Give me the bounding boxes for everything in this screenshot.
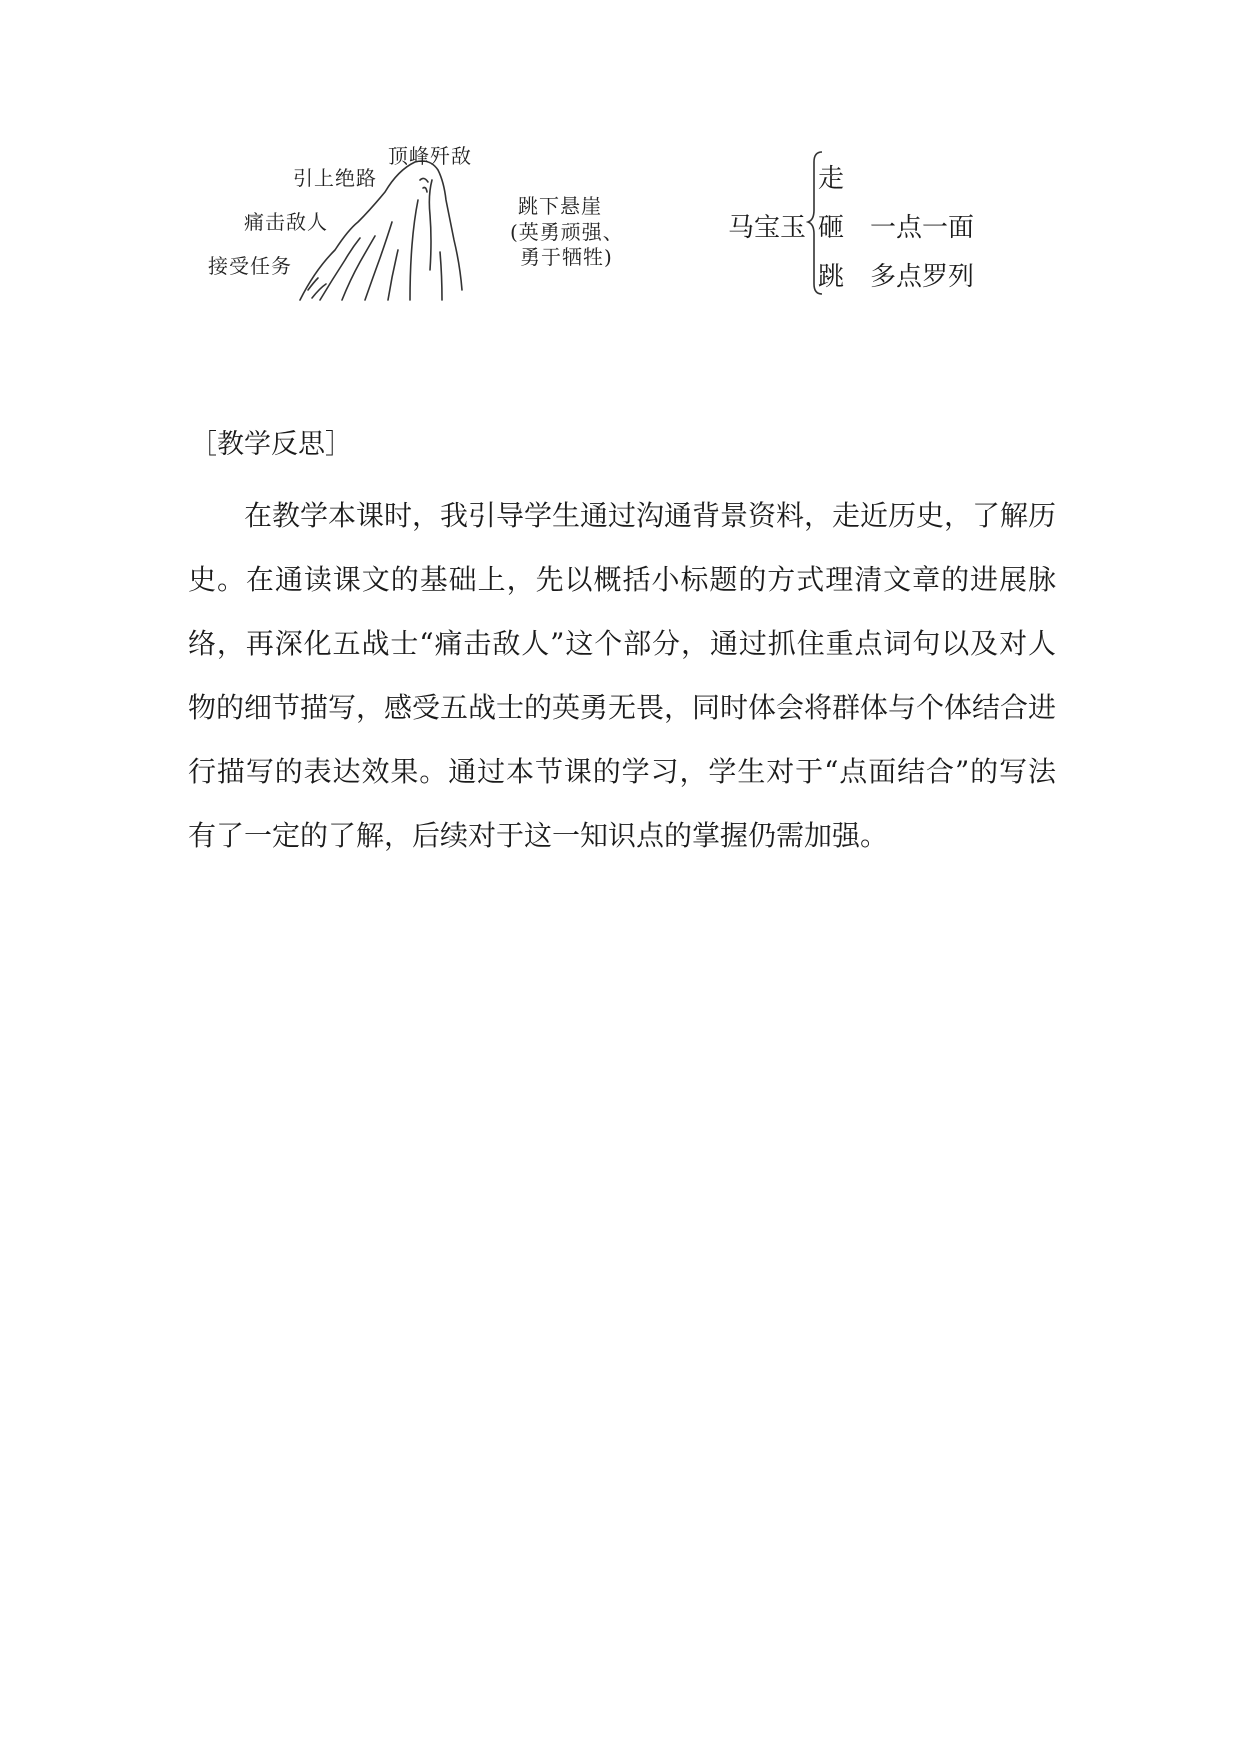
label-peak: 顶峰歼敌: [388, 144, 472, 168]
label-middle-left: 痛击敌人: [244, 210, 328, 234]
label-right-note-1: (英勇顽强、: [510, 220, 624, 244]
reflection-paragraph: 在教学本课时，我引导学生通过沟通背景资料，走近历史，了解历史。在通读课文的基础上，先以概括小标题的方式理清文章的进展脉络，再深化五战士“痛击敌人”这个部分，通过抓住重点词句以及对人物的细节描写，感受五战士的英勇无畏，同时体会将群体与个体结合进行描写的表达效果。通过本节课的学习，学生对于“点面结合”的写法有了一定的了解，后续对于这一知识点的掌握仍需加强。: [188, 499, 1057, 852]
verb-smash: 砸: [818, 213, 845, 243]
label-bottom-left: 接受任务: [208, 254, 292, 278]
verb-walk: 走: [818, 164, 845, 194]
tag-one-point-one-side: 一点一面: [870, 213, 975, 243]
label-right-note-2: 勇于牺牲): [520, 245, 613, 269]
label-upper-left: 引上绝路: [293, 166, 377, 190]
mbz-diagram: [728, 150, 988, 300]
label-right-title: 跳下悬崖: [518, 194, 602, 218]
person-name: 马宝玉: [728, 213, 807, 243]
mountain-diagram: [208, 140, 660, 310]
tag-multi-point: 多点罗列: [870, 262, 975, 292]
section-title: ［教学反思］: [190, 429, 352, 460]
verb-jump: 跳: [818, 262, 845, 292]
